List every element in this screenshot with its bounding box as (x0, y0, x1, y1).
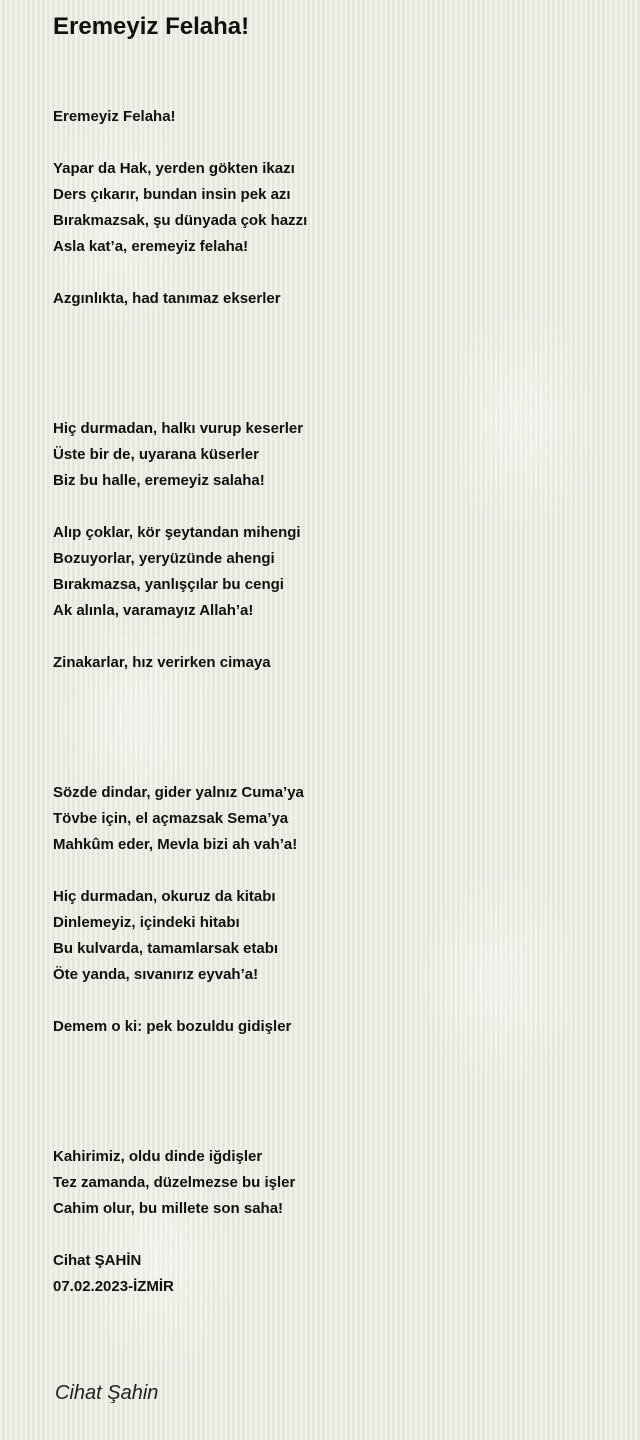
poem-blank-line (53, 702, 613, 728)
poem-line: Azgınlıkta, had tanımaz ekserler (53, 290, 281, 307)
poem-body (53, 104, 613, 1300)
poem-blank-line (53, 338, 613, 364)
poem-line: Sözde dindar, gider yalnız Cuma’ya (53, 784, 304, 801)
poem-blank-line (53, 624, 613, 650)
poem-blank-line (53, 1066, 613, 1092)
poem-blank-line (53, 1040, 613, 1066)
poem-line: Yapar da Hak, yerden gökten ikazı (53, 160, 295, 177)
poem-line: Bırakmazsa, yanlışçılar bu cengi (53, 576, 284, 593)
poem-line: Asla kat’a, eremeyiz felaha! (53, 238, 249, 255)
poem-line: Demem o ki: pek bozuldu gidişler (53, 1018, 292, 1035)
poem-blank-line (53, 988, 613, 1014)
poem-blank-line (53, 260, 613, 286)
poem-blank-line (53, 858, 613, 884)
poem-line: Cahim olur, bu millete son saha! (53, 1200, 284, 1217)
poem-line: Eremeyiz Felaha! (53, 108, 176, 125)
poem-blank-line (53, 364, 613, 390)
poem-line: Dinlemeyiz, içindeki hitabı (53, 914, 240, 931)
poem-blank-line (53, 312, 613, 338)
poem-line: Cihat ŞAHİN (53, 1252, 142, 1269)
poem-line: Tez zamanda, düzelmezse bu işler (53, 1174, 296, 1191)
poem-line: Zinakarlar, hız verirken cimaya (53, 654, 271, 671)
poem-blank-line (53, 754, 613, 780)
poem-line: 07.02.2023-İZMİR (53, 1278, 174, 1295)
poem-blank-line (53, 494, 613, 520)
poem-line: Bozuyorlar, yeryüzünde ahengi (53, 550, 275, 567)
poem-blank-line (53, 1092, 613, 1118)
poem-line: Ders çıkarır, bundan insin pek azı (53, 186, 291, 203)
poem-blank-line (53, 390, 613, 416)
poem-line: Mahkûm eder, Mevla bizi ah vah’a! (53, 836, 298, 853)
poem-blank-line (53, 130, 613, 156)
poem-line: Üste bir de, uyarana küserler (53, 446, 259, 463)
poem-line: Tövbe için, el açmazsak Sema’ya (53, 810, 289, 827)
poem-line: Biz bu halle, eremeyiz salaha! (53, 472, 265, 489)
poem-line: Bırakmazsak, şu dünyada çok hazzı (53, 212, 308, 229)
poem-blank-line (53, 1222, 613, 1248)
poem-blank-line (53, 1118, 613, 1144)
poem-title: Eremeyiz Felaha! (53, 13, 250, 40)
poem-line: Alıp çoklar, kör şeytandan mihengi (53, 524, 301, 541)
poem-blank-line (53, 728, 613, 754)
poem-line: Kahirimiz, oldu dinde iğdişler (53, 1148, 263, 1165)
poem-blank-line (53, 676, 613, 702)
poem-line: Hiç durmadan, halkı vurup keserler (53, 420, 304, 437)
poem-line: Hiç durmadan, okuruz da kitabı (53, 888, 276, 905)
poem-line: Bu kulvarda, tamamlarsak etabı (53, 940, 279, 957)
author-signature: Cihat Şahin (55, 1382, 159, 1404)
poem-line: Ak alınla, varamayız Allah’a! (53, 602, 254, 619)
poem-line: Öte yanda, sıvanırız eyvah’a! (53, 966, 259, 983)
